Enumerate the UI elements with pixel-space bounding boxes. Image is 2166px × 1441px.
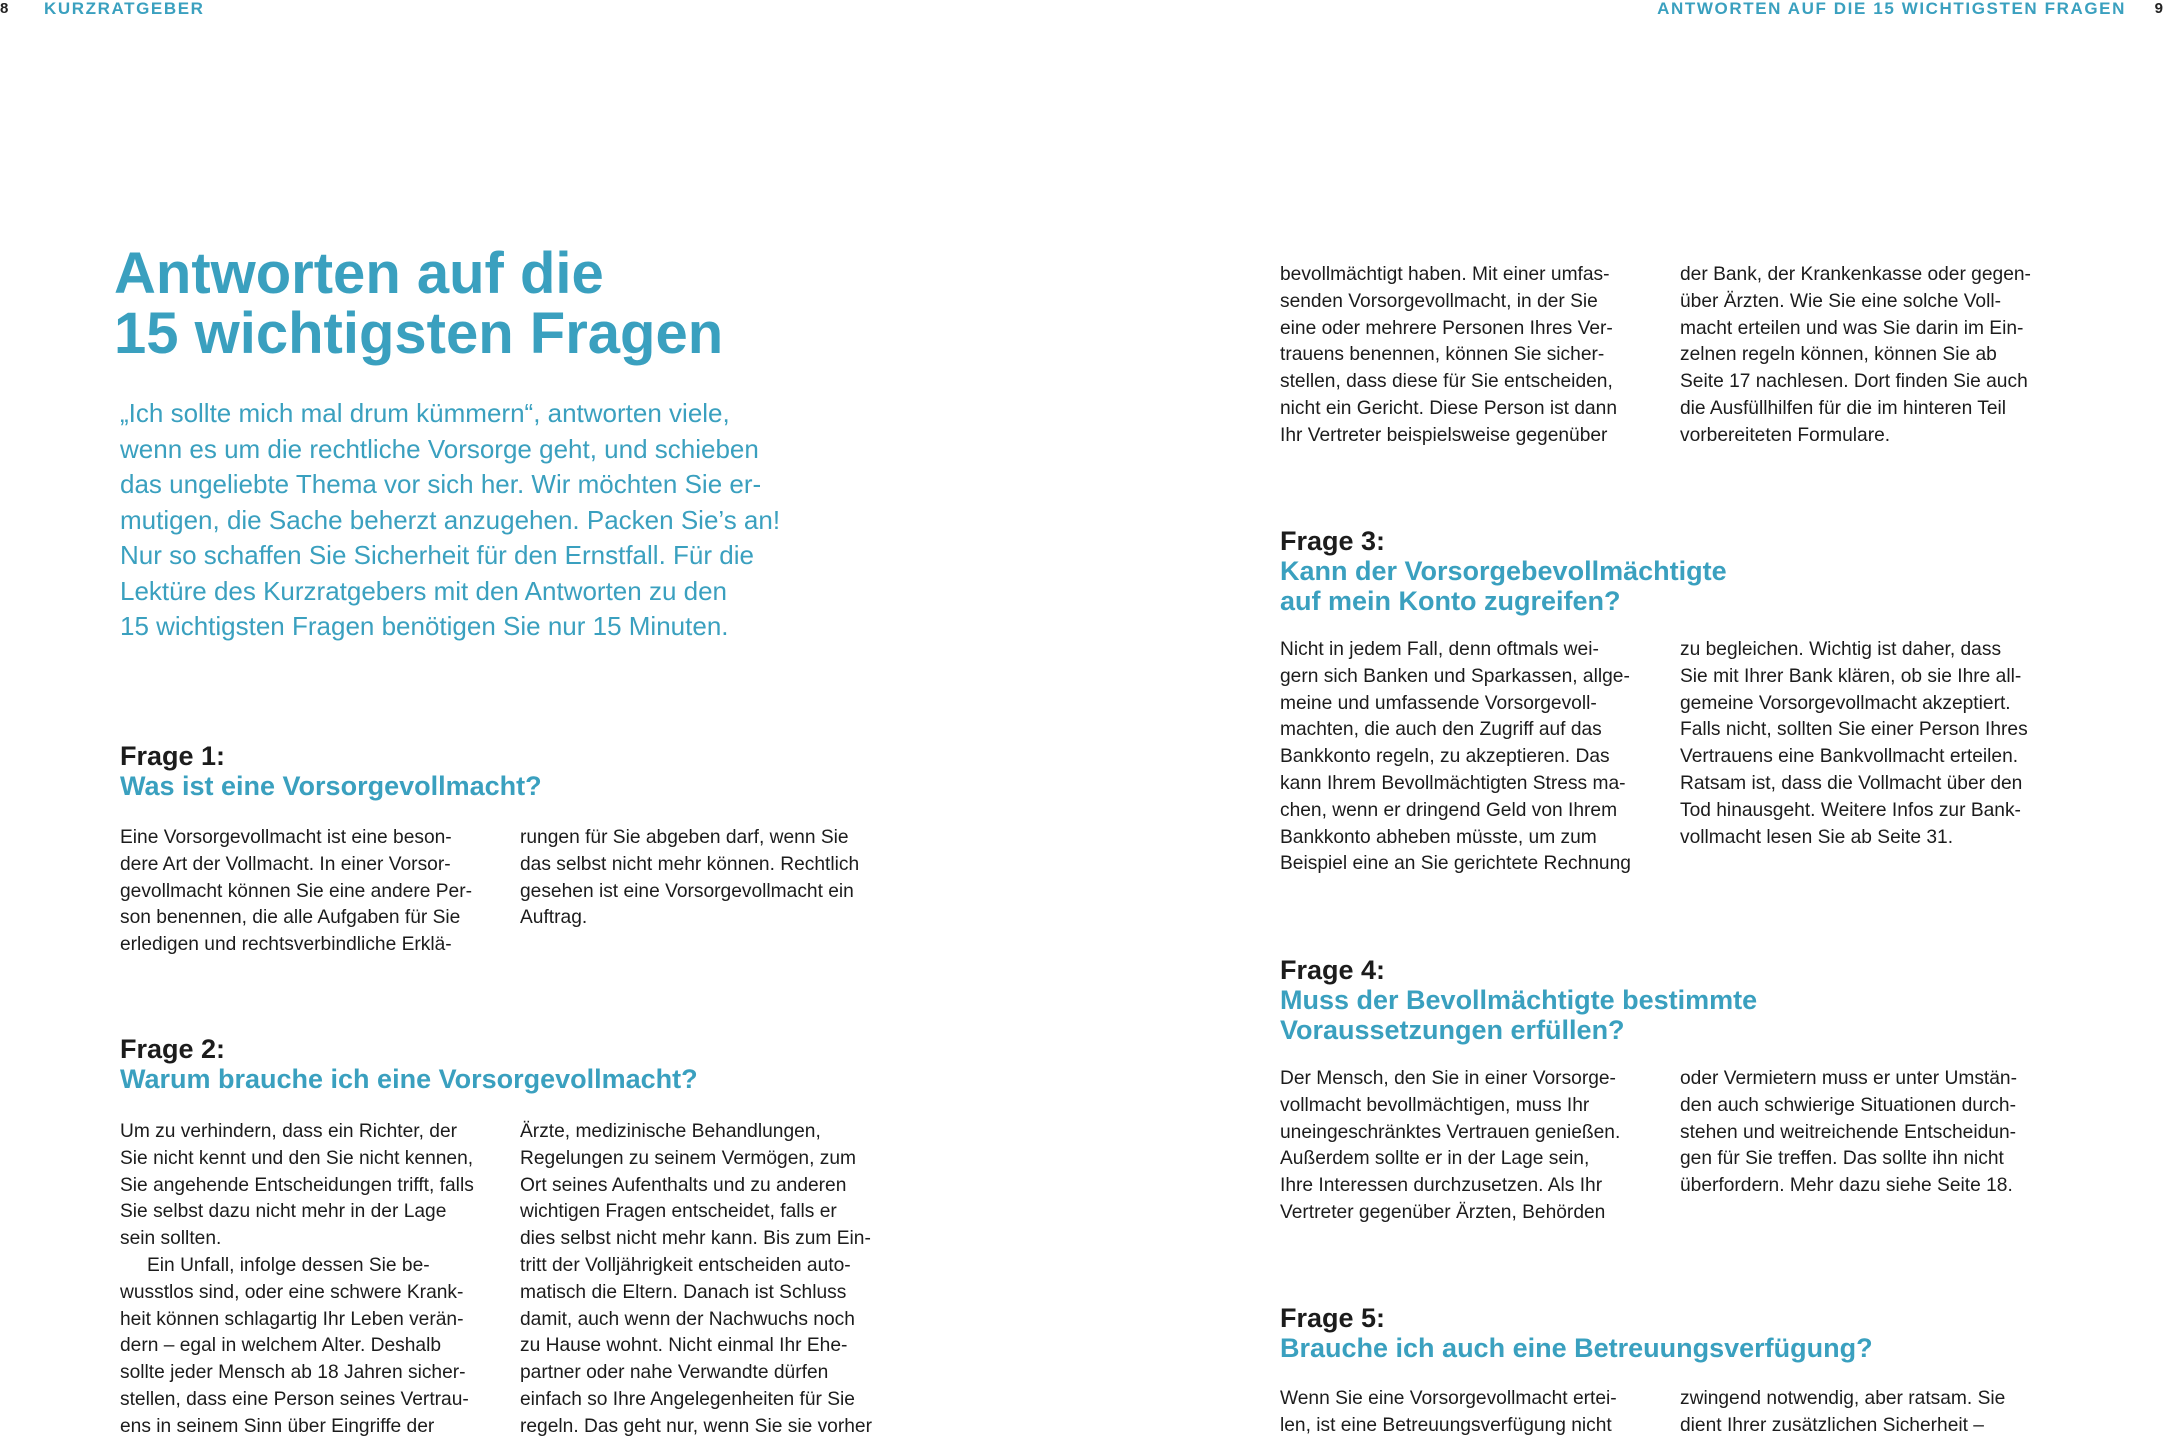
text-line: Der Mensch, den Sie in einer Vorsorge- — [1280, 1068, 1616, 1089]
text-line: Sie angehende Entscheidungen trifft, falls — [120, 1174, 474, 1196]
text-line: nicht ein Gericht. Diese Person ist dann — [1280, 397, 1618, 419]
text-line: Eine Vorsorgevollmacht ist eine beson- — [120, 827, 452, 848]
text-line: stehen und weitreichende Entscheidun- — [1680, 1121, 2017, 1143]
text-line: Sie selbst dazu nicht mehr in der Lage — [120, 1201, 447, 1223]
text-line: Vertrauens eine Bankvollmacht erteilen. — [1680, 746, 2019, 768]
text-line: dies selbst nicht mehr kann. Bis zum Ein- — [520, 1228, 871, 1250]
frage-5-heading — [1280, 1303, 1873, 1363]
frage-5-title: Brauche ich auch eine Betreuungsverfügung? — [1280, 1333, 1873, 1363]
frage-5-col-1 — [1280, 1386, 1660, 1440]
frage-3-title-line: Kann der Vorsorgebevollmächtigte — [1280, 556, 1727, 586]
text-line: Falls nicht, sollten Sie einer Person Ihres — [1680, 719, 2028, 741]
text-line: erledigen und rechtsverbindliche Erklä- — [120, 934, 452, 956]
text-line: über Ärzten. Wie Sie eine solche Voll- — [1680, 290, 2002, 312]
text-line: rungen für Sie abgeben darf, wenn Sie — [520, 827, 849, 848]
text-line: macht erteilen und was Sie darin im Ein- — [1680, 317, 2024, 339]
text-line: bevollmächtigt haben. Mit einer umfas- — [1280, 264, 1610, 285]
frage-2-continued-col-1 — [1280, 262, 1660, 450]
text-line: das selbst nicht mehr können. Rechtlich — [520, 853, 860, 875]
text-line: Ihr Vertreter beispielsweise gegenüber — [1280, 424, 1608, 446]
text-line: sein sollten. — [120, 1228, 222, 1250]
text-line: zu Hause wohnt. Nicht einmal Ihr Ehe- — [520, 1335, 848, 1357]
intro-line: das ungeliebte Thema vor sich her. Wir möchten Sie er- — [120, 469, 762, 499]
text-line: gen für Sie treffen. Das sollte ihn nicht — [1680, 1148, 2004, 1170]
frage-1-col-2 — [520, 825, 900, 932]
frage-3-heading — [1280, 526, 1727, 616]
text-line: den auch schwierige Situationen durch- — [1680, 1094, 2016, 1116]
text-line: dere Art der Vollmacht. In einer Vorsor- — [120, 853, 451, 875]
text-line: meine und umfassende Vorsorgevoll- — [1280, 692, 1597, 714]
text-line: damit, auch wenn der Nachwuchs noch — [520, 1308, 855, 1330]
frage-3-col-2 — [1680, 637, 2060, 851]
text-line: Vertreter gegenüber Ärzten, Behörden — [1280, 1201, 1606, 1223]
frage-4-title-line: Muss der Bevollmächtigte bestimmte — [1280, 985, 1758, 1015]
text-line: wichtigen Fragen entscheidet, falls er — [520, 1201, 837, 1223]
frage-1-label: Frage 1: — [120, 741, 226, 771]
text-line: machten, die auch den Zugriff auf das — [1280, 719, 1602, 741]
frage-2-title: Warum brauche ich eine Vorsorgevollmacht? — [120, 1064, 698, 1094]
frage-5-col-2 — [1680, 1386, 2060, 1440]
text-line: Ein Unfall, infolge dessen Sie be- — [147, 1254, 430, 1276]
right-page-number: 9 — [2154, 0, 2163, 17]
text-line: Ort seines Aufenthalts und zu anderen — [520, 1174, 847, 1196]
intro-line: Lektüre des Kurzratgebers mit den Antworten zu den — [120, 575, 728, 606]
left-page-number: 8 — [0, 0, 9, 17]
text-line: Ihre Interessen durchzusetzen. Als Ihr — [1280, 1175, 1603, 1197]
text-line: Um zu verhindern, dass ein Richter, der — [120, 1121, 457, 1142]
frage-2-col-1 — [120, 1119, 500, 1441]
page-title-line: 15 wichtigsten Fragen — [114, 301, 724, 366]
frage-2-continued-col-2 — [1680, 262, 2060, 450]
text-line: heit können schlagartig Ihr Leben verän- — [120, 1308, 464, 1330]
frage-4-heading — [1280, 955, 1757, 1045]
text-line: einfach so Ihre Angelegenheiten für Sie — [520, 1388, 855, 1410]
text-line: der Bank, der Krankenkasse oder gegen- — [1680, 264, 2031, 285]
frage-3-label: Frage 3: — [1280, 526, 1386, 556]
frage-2-label: Frage 2: — [120, 1034, 226, 1064]
frage-1-title: Was ist eine Vorsorgevollmacht? — [120, 771, 542, 801]
text-line: Tod hinausgeht. Weitere Infos zur Bank- — [1680, 799, 2021, 821]
text-line: vollmacht bevollmächtigen, muss Ihr — [1280, 1094, 1590, 1116]
frage-4-col-1 — [1280, 1066, 1660, 1227]
text-line: eine oder mehrere Personen Ihres Ver- — [1280, 317, 1613, 339]
text-line: ens in seinem Sinn über Eingriffe der — [120, 1415, 435, 1437]
frage-2-col-2 — [520, 1119, 900, 1441]
text-line: uneingeschränktes Vertrauen genießen. — [1280, 1121, 1621, 1143]
text-line: dient Ihrer zusätzlichen Sicherheit – — [1680, 1414, 1984, 1436]
frage-4-label: Frage 4: — [1280, 955, 1386, 985]
intro-line: mutigen, die Sache beherzt anzugehen. Packen Sie’s an! — [120, 504, 781, 535]
text-line: Seite 17 nachlesen. Dort finden Sie auch — [1680, 371, 2028, 393]
intro-line: Nur so schaffen Sie Sicherheit für den Ernstfall. Für die — [120, 540, 754, 570]
intro-line: 15 wichtigsten Fragen benötigen Sie nur 15 Minuten. — [120, 611, 729, 641]
text-line: senden Vorsorgevollmacht, in der Sie — [1280, 290, 1598, 312]
text-line: len, ist eine Betreuungsverfügung nicht — [1280, 1414, 1612, 1436]
text-line: stellen, dass diese für Sie entscheiden, — [1280, 371, 1613, 393]
text-line: son benennen, die alle Aufgaben für Sie — [120, 907, 461, 929]
frage-3-title-line: auf mein Konto zugreifen? — [1280, 586, 1621, 616]
text-line: regeln. Das geht nur, wenn Sie sie vorher — [520, 1415, 872, 1437]
intro-line: „Ich sollte mich mal drum kümmern“, antworten viele, — [120, 398, 730, 428]
text-line: gesehen ist eine Vorsorgevollmacht ein — [520, 880, 854, 902]
text-line: zu begleichen. Wichtig ist daher, dass — [1680, 639, 2002, 660]
text-line: gemeine Vorsorgevollmacht akzeptiert. — [1680, 692, 2011, 714]
right-running-header: ANTWORTEN AUF DIE 15 WICHTIGSTEN FRAGEN — [1657, 0, 2126, 18]
text-line: vollmacht lesen Sie ab Seite 31. — [1680, 826, 1954, 848]
text-line: Nicht in jedem Fall, denn oftmals wei- — [1280, 639, 1599, 660]
text-line: vorbereiteten Formulare. — [1680, 424, 1891, 446]
text-line: stellen, dass eine Person seines Vertrau- — [120, 1388, 469, 1410]
text-line: Ärzte, medizinische Behandlungen, — [520, 1121, 821, 1142]
text-line: überfordern. Mehr dazu siehe Seite 18. — [1680, 1175, 2013, 1197]
frage-3-col-1 — [1280, 637, 1660, 878]
text-line: zelnen regeln können, können Sie ab — [1680, 344, 1997, 366]
frage-4-title-line: Voraussetzungen erfüllen? — [1280, 1015, 1625, 1045]
text-line: dern – egal in welchem Alter. Deshalb — [120, 1335, 442, 1357]
text-line: gevollmacht können Sie eine andere Per- — [120, 880, 472, 902]
text-line: Ratsam ist, dass die Vollmacht über den — [1680, 772, 2023, 794]
text-line: oder Vermietern muss er unter Umstän- — [1680, 1068, 2017, 1089]
frage-4-col-2 — [1680, 1066, 2060, 1200]
text-line: Regelungen zu seinem Vermögen, zum — [520, 1147, 856, 1169]
text-line: chen, wenn er dringend Geld von Ihrem — [1280, 799, 1618, 821]
text-line: sollte jeder Mensch ab 18 Jahren sicher- — [120, 1362, 466, 1384]
intro-line: wenn es um die rechtliche Vorsorge geht, und schieben — [120, 433, 759, 464]
frage-5-label: Frage 5: — [1280, 1303, 1386, 1333]
text-line: Wenn Sie eine Vorsorgevollmacht ertei- — [1280, 1388, 1617, 1409]
text-line: trauens benennen, können Sie sicher- — [1280, 344, 1605, 366]
text-line: kann Ihrem Bevollmächtigten Stress ma- — [1280, 772, 1626, 794]
text-line: partner oder nahe Verwandte dürfen — [520, 1362, 829, 1384]
text-line: gern sich Banken und Sparkassen, allge- — [1280, 665, 1630, 687]
text-line: zwingend notwendig, aber ratsam. Sie — [1680, 1388, 2006, 1409]
text-line: matisch die Eltern. Danach ist Schluss — [520, 1281, 847, 1303]
text-line: Sie mit Ihrer Bank klären, ob sie Ihre all- — [1680, 665, 2022, 687]
frage-1-heading — [120, 741, 542, 801]
frage-2-heading — [120, 1034, 698, 1094]
text-line: Bankkonto abheben müsste, um zum — [1280, 826, 1597, 848]
page-title-line: Antworten auf die — [114, 241, 604, 306]
intro-paragraph — [120, 396, 860, 645]
text-line: Auftrag. — [520, 907, 588, 929]
text-line: die Ausfüllhilfen für die im hinteren Teil — [1680, 397, 2007, 419]
frage-1-col-1 — [120, 825, 500, 959]
text-line: wusstlos sind, oder eine schwere Krank- — [120, 1281, 464, 1303]
text-line: Außerdem sollte er in der Lage sein, — [1280, 1148, 1590, 1170]
text-line: Beispiel eine an Sie gerichtete Rechnung — [1280, 853, 1631, 875]
text-line: Sie nicht kennt und den Sie nicht kennen, — [120, 1147, 474, 1169]
page-title — [114, 241, 874, 366]
text-line: Bankkonto regeln, zu akzeptieren. Das — [1280, 746, 1610, 768]
left-running-header: KURZRATGEBER — [44, 0, 205, 18]
text-line: tritt der Volljährigkeit entscheiden auto- — [520, 1254, 851, 1276]
